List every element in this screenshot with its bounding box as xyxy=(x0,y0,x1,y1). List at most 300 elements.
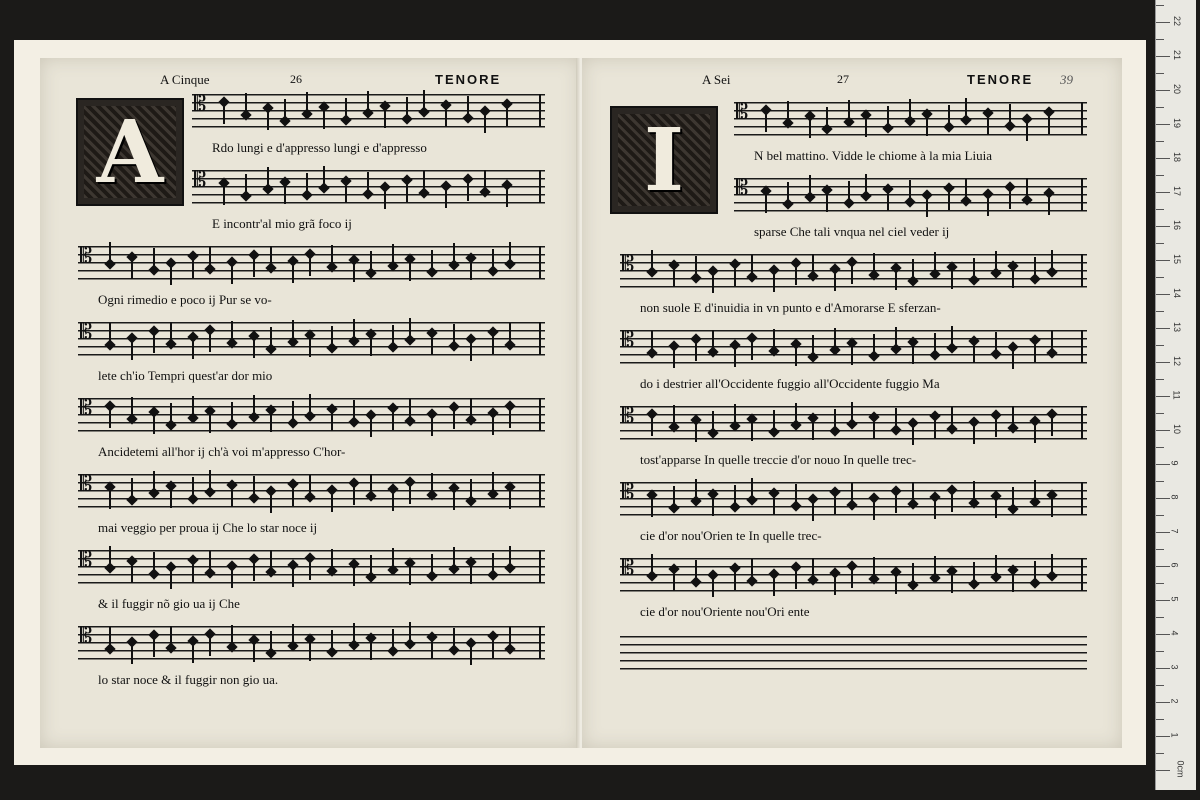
note-stem xyxy=(1012,349,1014,369)
ruler-tick xyxy=(1156,192,1170,193)
clef-icon: 𝄡 xyxy=(736,100,749,125)
clef-icon: 𝄡 xyxy=(622,404,635,429)
ruler-half-tick xyxy=(1156,379,1164,380)
note-stem xyxy=(470,479,472,499)
clef-icon: 𝄡 xyxy=(736,176,749,201)
ruler-tick xyxy=(1156,260,1170,261)
ruler-half-tick xyxy=(1156,107,1164,108)
note-stem xyxy=(865,117,867,137)
note-stem xyxy=(873,253,875,273)
note-stem xyxy=(345,183,347,203)
note-stem xyxy=(965,179,967,199)
note-stem xyxy=(1051,554,1053,574)
note-stem xyxy=(409,318,411,338)
note-stem xyxy=(245,93,247,113)
note-stem xyxy=(1026,121,1028,141)
ruler-half-tick xyxy=(1156,617,1164,618)
page-number-left: 26 xyxy=(290,72,302,86)
note-stem xyxy=(453,628,455,648)
note-stem xyxy=(951,326,953,346)
ruler-label: 15 xyxy=(1172,253,1183,265)
lyric-line: & il fuggir nõ gio ua ij Che xyxy=(98,596,240,611)
ruler-half-tick xyxy=(1156,583,1164,584)
note-stem xyxy=(887,106,889,126)
note-stem xyxy=(392,491,394,511)
note-stem xyxy=(392,410,394,430)
ruler-half-tick xyxy=(1156,549,1164,550)
ruler-half-tick xyxy=(1156,209,1164,210)
clef-icon: 𝄡 xyxy=(622,556,635,581)
note-stem xyxy=(673,405,675,425)
note-stem xyxy=(973,562,975,582)
note-stem xyxy=(1034,342,1036,362)
ruler-label: 14 xyxy=(1172,287,1183,299)
music-staff xyxy=(620,406,1087,440)
note-stem xyxy=(834,328,836,348)
note-stem xyxy=(284,99,286,119)
ruler-tick xyxy=(1156,498,1170,499)
note-stem xyxy=(873,557,875,577)
note-stem xyxy=(231,568,233,588)
note-stem xyxy=(370,555,372,575)
note-stem xyxy=(170,569,172,589)
ruler-half-tick xyxy=(1156,175,1164,176)
bar-line xyxy=(1081,178,1083,211)
note-stem xyxy=(673,571,675,591)
note-stem xyxy=(153,471,155,491)
bar-line xyxy=(1081,558,1083,591)
ruler-tick xyxy=(1156,22,1170,23)
voice-label-left: TENORE xyxy=(435,72,502,87)
bar-line xyxy=(1081,254,1083,287)
bar-line xyxy=(1081,482,1083,515)
ruler-label: 7 xyxy=(1169,528,1180,534)
note-stem xyxy=(848,181,850,201)
note-stem xyxy=(506,106,508,126)
note-stem xyxy=(431,473,433,493)
clef-icon: 𝄡 xyxy=(194,92,207,117)
bar-line xyxy=(1081,330,1083,363)
lyric-line: lo star noce & il fuggir non gio ua. xyxy=(98,672,279,687)
empty-staff xyxy=(620,636,1087,670)
note-stem xyxy=(987,196,989,216)
note-stem xyxy=(270,327,272,347)
note-stem xyxy=(453,409,455,429)
music-staff xyxy=(78,474,545,508)
note-stem xyxy=(392,548,394,568)
note-stem xyxy=(1034,561,1036,581)
note-stem xyxy=(431,250,433,270)
note-stem xyxy=(331,630,333,650)
note-stem xyxy=(509,489,511,509)
note-stem xyxy=(734,266,736,286)
note-stem xyxy=(795,265,797,285)
note-stem xyxy=(895,574,897,594)
measurement-ruler xyxy=(1155,0,1196,790)
note-stem xyxy=(712,273,714,293)
note-stem xyxy=(509,546,511,566)
ruler-label: 2 xyxy=(1169,698,1180,704)
ruler-tick xyxy=(1156,464,1170,465)
note-stem xyxy=(1009,189,1011,209)
ruler-tick xyxy=(1156,702,1170,703)
lyric-line: non suole E d'inuidia in vn punto e d'Amorarse E sferzan- xyxy=(640,300,941,315)
bar-line xyxy=(539,322,541,355)
note-stem xyxy=(492,334,494,354)
note-stem xyxy=(765,112,767,132)
music-staff xyxy=(78,322,545,356)
note-stem xyxy=(1051,331,1053,351)
note-stem xyxy=(467,181,469,201)
ruler-label: 4 xyxy=(1169,630,1180,636)
lyric-line: N bel mattino. Vidde le chiome à la mia Liuia xyxy=(754,148,992,163)
note-stem xyxy=(409,622,411,642)
ruler-tick xyxy=(1156,56,1170,57)
ruler-label: 22 xyxy=(1172,15,1183,27)
note-stem xyxy=(353,400,355,420)
note-stem xyxy=(453,490,455,510)
music-staff xyxy=(192,170,545,204)
note-stem xyxy=(467,96,469,116)
ruler-label: 1 xyxy=(1169,732,1180,738)
bar-line xyxy=(539,626,541,659)
note-stem xyxy=(131,259,133,279)
note-stem xyxy=(245,174,247,194)
note-stem xyxy=(826,192,828,212)
bar-line xyxy=(539,246,541,279)
note-stem xyxy=(734,485,736,505)
note-stem xyxy=(995,251,997,271)
note-stem xyxy=(834,271,836,291)
note-stem xyxy=(223,104,225,124)
note-stem xyxy=(912,259,914,279)
note-stem xyxy=(995,555,997,575)
note-stem xyxy=(712,577,714,597)
note-stem xyxy=(673,348,675,368)
note-stem xyxy=(734,570,736,590)
note-stem xyxy=(965,98,967,118)
note-stem xyxy=(292,486,294,506)
note-stem xyxy=(170,626,172,646)
note-stem xyxy=(470,564,472,584)
note-stem xyxy=(445,107,447,127)
ruler-half-tick xyxy=(1156,311,1164,312)
note-stem xyxy=(323,166,325,186)
note-stem xyxy=(292,624,294,644)
note-stem xyxy=(209,247,211,267)
clef-icon: 𝄡 xyxy=(80,624,93,649)
ruler-label: 13 xyxy=(1172,321,1183,333)
note-stem xyxy=(895,408,897,428)
note-stem xyxy=(1048,195,1050,215)
note-stem xyxy=(851,483,853,503)
note-stem xyxy=(673,486,675,506)
note-stem xyxy=(951,269,953,289)
note-stem xyxy=(209,413,211,433)
note-stem xyxy=(131,397,133,417)
note-stem xyxy=(353,623,355,643)
note-stem xyxy=(651,554,653,574)
note-stem xyxy=(851,568,853,588)
clef-icon: 𝄡 xyxy=(80,472,93,497)
note-stem xyxy=(1051,497,1053,517)
note-stem xyxy=(1051,250,1053,270)
note-stem xyxy=(751,340,753,360)
note-stem xyxy=(209,551,211,571)
clef-icon: 𝄡 xyxy=(80,320,93,345)
note-stem xyxy=(509,323,511,343)
ruler-tick xyxy=(1156,90,1170,91)
note-stem xyxy=(109,323,111,343)
note-stem xyxy=(873,500,875,520)
note-stem xyxy=(109,627,111,647)
ruler-label: 19 xyxy=(1172,117,1183,129)
note-stem xyxy=(192,258,194,278)
lyric-line: tost'apparse In quelle treccie d'or nouo In quelle trec- xyxy=(640,452,917,467)
note-stem xyxy=(934,418,936,438)
ruler-tick xyxy=(1156,600,1170,601)
note-stem xyxy=(795,569,797,589)
note-stem xyxy=(331,492,333,512)
note-stem xyxy=(751,255,753,275)
note-stem xyxy=(170,403,172,423)
note-stem xyxy=(509,408,511,428)
note-stem xyxy=(1009,104,1011,124)
note-stem xyxy=(209,470,211,490)
note-stem xyxy=(712,496,714,516)
note-stem xyxy=(231,625,233,645)
note-stem xyxy=(270,412,272,432)
note-stem xyxy=(370,417,372,437)
ruler-half-tick xyxy=(1156,685,1164,686)
note-stem xyxy=(392,325,394,345)
note-stem xyxy=(934,333,936,353)
note-stem xyxy=(292,320,294,340)
note-stem xyxy=(384,108,386,128)
ruler-tick xyxy=(1156,396,1170,397)
note-stem xyxy=(795,346,797,366)
clef-icon: 𝄡 xyxy=(622,480,635,505)
note-stem xyxy=(370,474,372,494)
music-staff xyxy=(192,94,545,128)
note-stem xyxy=(409,399,411,419)
note-stem xyxy=(209,636,211,656)
voice-label-right: TENORE xyxy=(967,72,1034,87)
note-stem xyxy=(453,324,455,344)
ruler-label: 9 xyxy=(1169,460,1180,466)
note-stem xyxy=(492,415,494,435)
note-stem xyxy=(973,258,975,278)
note-stem xyxy=(370,336,372,356)
note-stem xyxy=(353,319,355,339)
note-stem xyxy=(926,116,928,136)
note-stem xyxy=(787,101,789,121)
note-stem xyxy=(231,321,233,341)
note-stem xyxy=(270,550,272,570)
note-stem xyxy=(973,343,975,363)
note-stem xyxy=(431,335,433,355)
note-stem xyxy=(995,417,997,437)
note-stem xyxy=(1012,572,1014,592)
note-stem xyxy=(948,190,950,210)
note-stem xyxy=(253,476,255,496)
ruler-label: 3 xyxy=(1169,664,1180,670)
note-stem xyxy=(934,499,936,519)
clef-icon: 𝄡 xyxy=(194,168,207,193)
note-stem xyxy=(734,347,736,367)
note-stem xyxy=(973,481,975,501)
note-stem xyxy=(192,396,194,416)
note-stem xyxy=(192,339,194,359)
note-stem xyxy=(795,403,797,423)
ruler-tick xyxy=(1156,328,1170,329)
note-stem xyxy=(223,185,225,205)
bar-line xyxy=(1081,406,1083,439)
note-stem xyxy=(506,187,508,207)
note-stem xyxy=(1034,257,1036,277)
music-staff xyxy=(78,626,545,660)
note-stem xyxy=(509,242,511,262)
bar-line xyxy=(539,94,541,127)
note-stem xyxy=(895,327,897,347)
right-page xyxy=(582,58,1122,748)
note-stem xyxy=(109,408,111,428)
note-stem xyxy=(995,332,997,352)
note-stem xyxy=(309,560,311,580)
note-stem xyxy=(309,475,311,495)
lyric-line: do i destrier all'Occidente fuggio all'Occidente fuggio Ma xyxy=(640,376,940,391)
note-stem xyxy=(492,472,494,492)
note-stem xyxy=(651,416,653,436)
ruler-tick xyxy=(1156,294,1170,295)
note-stem xyxy=(895,270,897,290)
note-stem xyxy=(384,189,386,209)
lyric-line: E incontr'al mio grã foco ij xyxy=(212,216,352,231)
note-stem xyxy=(873,334,875,354)
note-stem xyxy=(812,558,814,578)
ruler-half-tick xyxy=(1156,447,1164,448)
note-stem xyxy=(834,494,836,514)
note-stem xyxy=(331,549,333,569)
note-stem xyxy=(912,482,914,502)
lyric-line: cie d'or nou'Orien te In quelle trec- xyxy=(640,528,822,543)
ruler-half-tick xyxy=(1156,753,1164,754)
note-stem xyxy=(353,262,355,282)
ruler-tick xyxy=(1156,532,1170,533)
bar-line xyxy=(539,398,541,431)
note-stem xyxy=(209,332,211,352)
note-stem xyxy=(773,576,775,596)
note-stem xyxy=(951,573,953,593)
page-number-right: 27 xyxy=(837,72,849,86)
note-stem xyxy=(773,495,775,515)
ruler-half-tick xyxy=(1156,243,1164,244)
note-stem xyxy=(267,110,269,130)
bar-line xyxy=(539,170,541,203)
note-stem xyxy=(323,109,325,129)
note-stem xyxy=(431,639,433,659)
note-stem xyxy=(253,257,255,277)
note-stem xyxy=(131,478,133,498)
note-stem xyxy=(170,488,172,508)
ruler-tick xyxy=(1156,158,1170,159)
clef-icon: 𝄡 xyxy=(80,548,93,573)
note-stem xyxy=(153,248,155,268)
note-stem xyxy=(192,643,194,663)
note-stem xyxy=(153,637,155,657)
note-stem xyxy=(309,394,311,414)
note-stem xyxy=(948,105,950,125)
note-stem xyxy=(253,561,255,581)
note-stem xyxy=(367,91,369,111)
music-staff xyxy=(78,246,545,280)
ruler-label: 11 xyxy=(1171,390,1182,400)
section-label-right: A Sei xyxy=(702,72,731,87)
ruler-label: 10 xyxy=(1172,423,1183,435)
clef-icon: 𝄡 xyxy=(622,252,635,277)
note-stem xyxy=(695,341,697,361)
note-stem xyxy=(345,98,347,118)
note-stem xyxy=(834,575,836,595)
clef-icon: 𝄡 xyxy=(80,396,93,421)
lyric-line: mai veggio per proua ij Che lo star noce ij xyxy=(98,520,318,535)
ruler-half-tick xyxy=(1156,345,1164,346)
ruler-label: 20 xyxy=(1172,83,1183,95)
note-stem xyxy=(445,188,447,208)
note-stem xyxy=(331,411,333,431)
note-stem xyxy=(470,341,472,361)
note-stem xyxy=(331,245,333,265)
music-staff xyxy=(78,550,545,584)
ruler-half-tick xyxy=(1156,651,1164,652)
note-stem xyxy=(153,414,155,434)
music-staff xyxy=(734,178,1087,212)
note-stem xyxy=(309,641,311,661)
ruler-half-tick xyxy=(1156,719,1164,720)
ruler-label: 16 xyxy=(1172,219,1183,231)
note-stem xyxy=(170,265,172,285)
note-stem xyxy=(851,264,853,284)
ruler-half-tick xyxy=(1156,5,1164,6)
note-stem xyxy=(270,246,272,266)
note-stem xyxy=(1034,423,1036,443)
bar-line xyxy=(539,550,541,583)
note-stem xyxy=(331,326,333,346)
ruler-label: 0cm xyxy=(1175,760,1186,778)
note-stem xyxy=(795,484,797,504)
decorated-initial-right xyxy=(610,106,718,214)
note-stem xyxy=(887,191,889,211)
note-stem xyxy=(192,477,194,497)
note-stem xyxy=(712,330,714,350)
note-stem xyxy=(292,263,294,283)
note-stem xyxy=(673,267,675,287)
ruler-tick xyxy=(1156,124,1170,125)
lyric-line: cie d'or nou'Oriente nou'Ori ente xyxy=(640,604,810,619)
note-stem xyxy=(695,479,697,499)
note-stem xyxy=(873,419,875,439)
note-stem xyxy=(848,100,850,120)
note-stem xyxy=(109,546,111,566)
note-stem xyxy=(131,340,133,360)
ruler-label: 18 xyxy=(1172,151,1183,163)
note-stem xyxy=(492,249,494,269)
note-stem xyxy=(109,242,111,262)
note-stem xyxy=(253,395,255,415)
note-stem xyxy=(809,175,811,195)
note-stem xyxy=(353,566,355,586)
note-stem xyxy=(909,180,911,200)
